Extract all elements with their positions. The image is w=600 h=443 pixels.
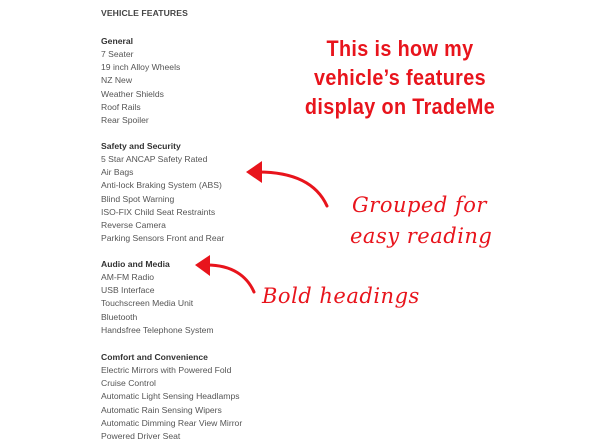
feature-item: Powered Driver Seat (101, 430, 181, 441)
feature-item: 19 inch Alloy Wheels (101, 62, 181, 73)
feature-item: NZ New (101, 75, 133, 86)
group-heading: Comfort and Convenience (101, 352, 208, 362)
feature-item: AM-FM Radio (101, 272, 155, 282)
feature-item: Handsfree Telephone System (101, 324, 214, 335)
annotation-grouped-line1: Grouped for (352, 193, 487, 217)
feature-item: Bluetooth (101, 311, 138, 322)
feature-item: Automatic Rain Sensing Wipers (101, 404, 222, 415)
feature-item: Cruise Control (101, 378, 156, 389)
feature-item: USB Interface (101, 285, 155, 296)
arrow-head-safety-icon (246, 161, 262, 183)
arrow-head-audio-icon (195, 255, 210, 276)
feature-item: Reverse Camera (101, 219, 166, 230)
feature-item: 7 Seater (101, 49, 134, 59)
caption-line: display on TradeMe (304, 94, 496, 119)
feature-item: Blind Spot Warning (101, 193, 175, 204)
feature-item: Air Bags (101, 167, 134, 178)
caption-line: This is how my (326, 36, 474, 61)
arrow-to-audio-icon (207, 265, 254, 292)
feature-item: Weather Shields (101, 88, 164, 99)
caption-line: vehicle’s features (314, 65, 486, 90)
arrow-to-safety-icon (258, 172, 327, 206)
feature-item: Electric Mirrors with Powered Fold (101, 365, 232, 375)
group-heading: Safety and Security (101, 141, 181, 151)
feature-item: Automatic Dimming Rear View Mirror (101, 417, 243, 428)
feature-item: Automatic Light Sensing Headlamps (101, 391, 240, 402)
feature-item: 5 Star ANCAP Safety Rated (101, 154, 208, 164)
group-heading: General (101, 36, 134, 46)
feature-item: Parking Sensors Front and Rear (101, 233, 225, 244)
annotation-grouped-line2: easy reading (350, 224, 493, 248)
feature-item: Roof Rails (101, 101, 141, 112)
feature-item: Touchscreen Media Unit (101, 298, 194, 309)
group-heading: Audio and Media (101, 259, 170, 269)
features-title: VEHICLE FEATURES (101, 8, 188, 18)
feature-item: ISO-FIX Child Seat Restraints (101, 206, 216, 217)
annotation-bold-headings: Bold headings (262, 284, 420, 308)
feature-item: Anti-lock Braking System (ABS) (101, 180, 222, 191)
feature-item: Rear Spoiler (101, 114, 149, 125)
